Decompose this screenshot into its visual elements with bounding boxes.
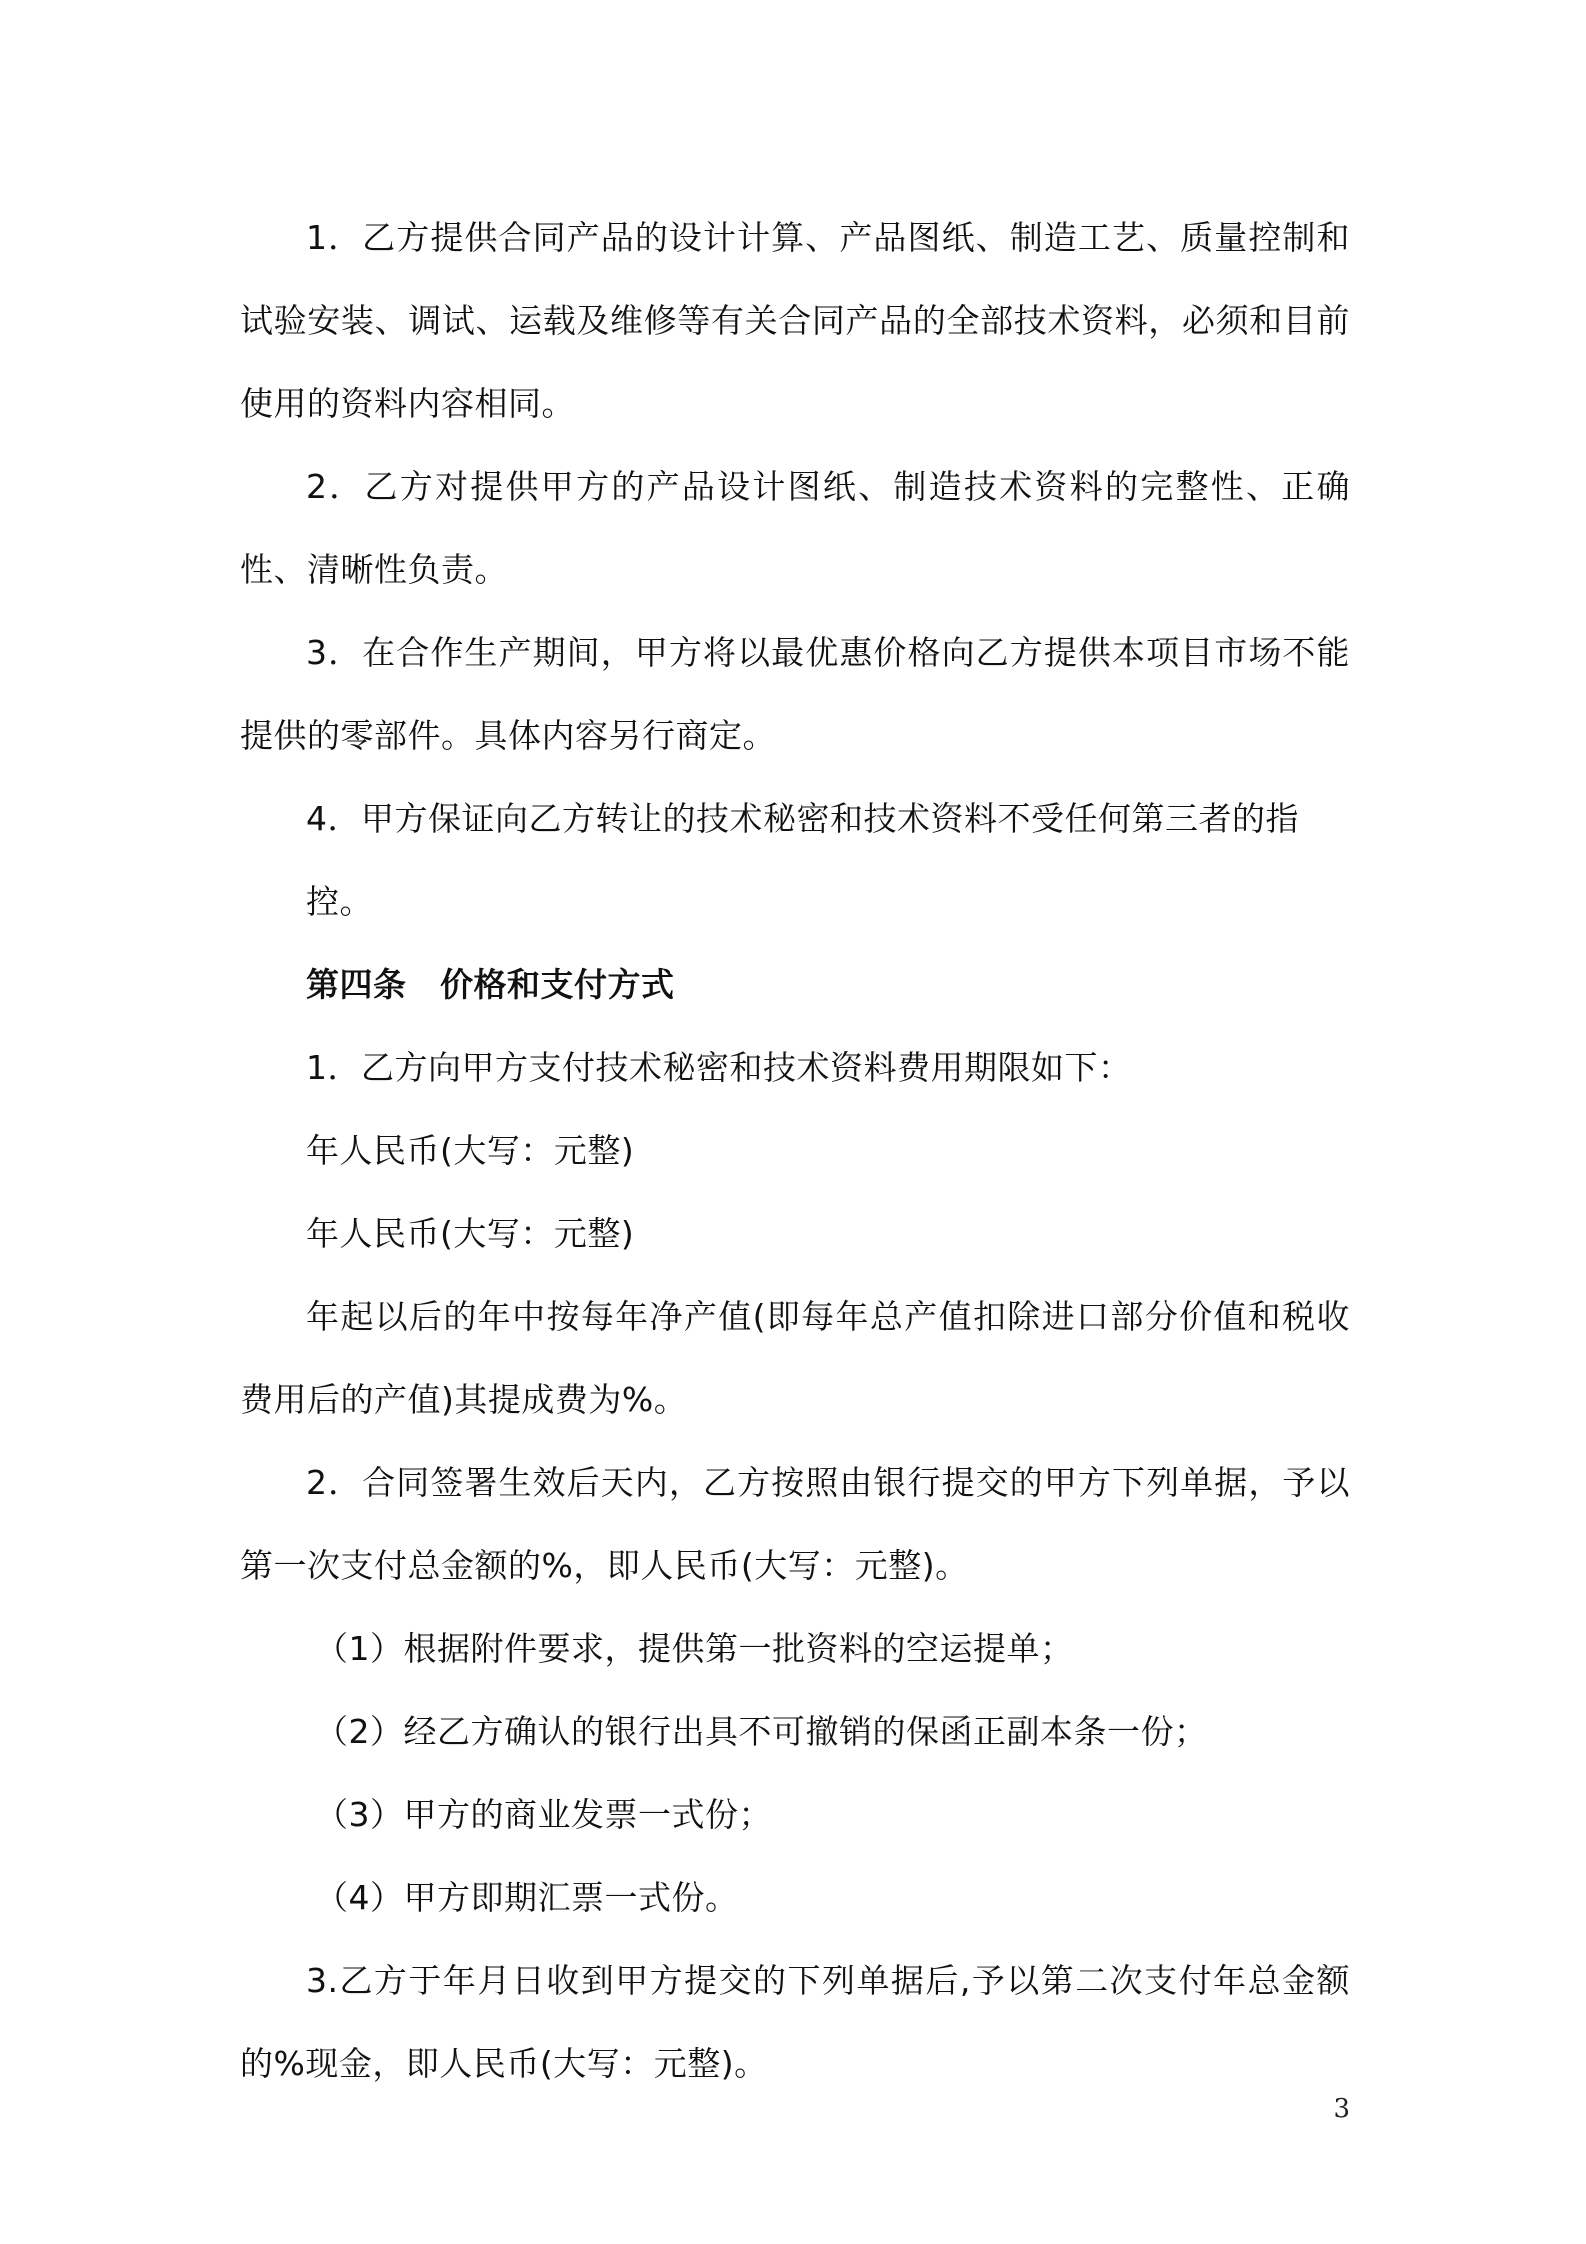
document-body [240,196,1350,2105]
payment-year-line-1: 年人民币(大写：元整) [306,1131,635,1170]
document-list-item-2: （2）经乙方确认的银行出具不可撤销的保函正副本条一份； [315,1712,1208,1751]
clause-4-item-1: 1．乙方向甲方支付技术秘密和技术资料费用期限如下： [306,1048,1132,1087]
document-list-item-1: （1）根据附件要求，提供第一批资料的空运提单； [315,1629,1074,1668]
clause-3-item-2: 2．乙方对提供甲方的产品设计图纸、制造技术资料的完整性、正确性、清晰性负责。 [240,467,1350,589]
clause-4-item-3: 3.乙方于年月日收到甲方提交的下列单据后,予以第二次支付年总金额的%现金，即人民币(大写：元整)。 [240,1961,1350,2083]
clause-3-item-3: 3．在合作生产期间，甲方将以最优惠价格向乙方提供本项目市场不能提供的零部件。具体内容另行商定。 [240,633,1350,755]
document-list-item-3: （3）甲方的商业发票一式份； [315,1795,772,1834]
clause-4-item-2: 2．合同签署生效后天内，乙方按照由银行提交的甲方下列单据，予以第一次支付总金额的%，即人民币(大写：元整)。 [240,1463,1350,1585]
clause-3-item-1: 1．乙方提供合同产品的设计计算、产品图纸、制造工艺、质量控制和试验安装、调试、运载及维修等有关合同产品的全部技术资料，必须和目前使用的资料内容相同。 [240,218,1350,423]
clause-3-item-4: 4．甲方保证向乙方转让的技术秘密和技术资料不受任何第三者的指控。 [306,799,1299,921]
payment-year-line-2: 年人民币(大写：元整) [306,1214,635,1253]
page-number: 3 [1333,2094,1350,2124]
royalty-paragraph: 年起以后的年中按每年净产值(即每年总产值扣除进口部分价值和税收费用后的产值)其提成费为%。 [240,1297,1350,1419]
document-list-item-4: （4）甲方即期汇票一式份。 [315,1878,739,1917]
section-heading-article-4: 第四条 价格和支付方式 [306,965,675,1004]
